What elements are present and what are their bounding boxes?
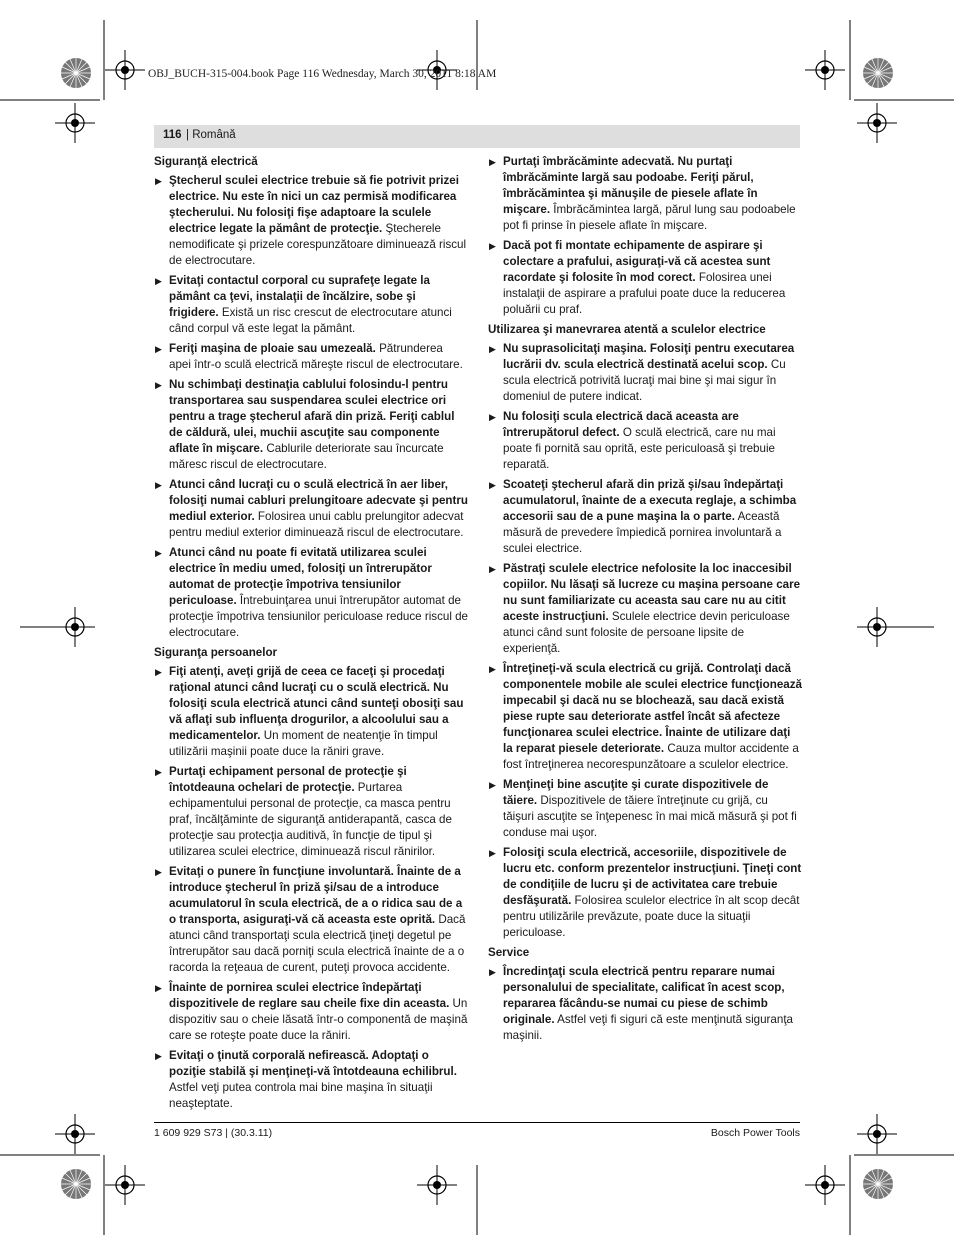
safety-item — [488, 845, 802, 941]
safety-item — [154, 273, 468, 337]
safety-item-instruction: Atunci când nu poate fi evitată utilizarea sculei electrice în mediu umed, folosiţi un întrerupător automat de protecţie împotriva tensiunilor periculoase. — [169, 546, 432, 607]
print-slug: OBJ_BUCH-315-004.book Page 116 Wednesday, March 30, 2011 8:18 AM — [148, 68, 497, 80]
safety-item-explanation: Purtarea echipamentului personal de protecţie, ca masca pentru praf, încălţăminte de siguranţă antiderapantă, casca de protecţie sau protecţia auditivă, în funcţie de tipul şi utilizarea sculei electrice, diminuează riscul rănirilor. — [169, 781, 452, 858]
safety-item-instruction: Dacă pot fi montate echipamente de aspirare şi colectare a prafului, asiguraţi-vă că acestea sunt racordate şi folosite în mod corect. — [503, 239, 771, 284]
safety-item-instruction: Nu schimbaţi destinaţia cablului folosindu-l pentru transportarea sau suspendarea sculei electrice ori pentru a trage ştecherul afară din priză. Feriţi cablul de căldură, ulei, muchii ascuţite sau componente aflate în mişcare. — [169, 378, 455, 455]
registration-mark-icon — [857, 1114, 897, 1154]
safety-item — [154, 545, 468, 641]
safety-item — [488, 238, 802, 318]
safety-item-instruction: Încredinţaţi scula electrică pentru reparare numai personalului de specialitate, calificat în acest scop, repararea făcându-se numai cu piese de schimb originale. — [503, 965, 785, 1026]
registration-mark-icon — [105, 1165, 145, 1205]
safety-item-instruction: Evitaţi o ţinută corporală nefirească. Adoptaţi o poziţie stabilă şi menţineţi-vă întotdeauna echilibrul. — [169, 1049, 457, 1078]
page-language — [186, 129, 236, 141]
safety-item — [488, 561, 802, 657]
safety-item-instruction: Purtaţi echipament personal de protecţie şi întotdeauna ochelari de protecţie. — [169, 765, 407, 794]
safety-item — [488, 154, 802, 234]
safety-item — [154, 764, 468, 860]
safety-item-instruction: Fiţi atenţi, aveţi grijă de ceea ce faceţi şi procedaţi raţional atunci când lucraţi cu o sculă electrică. Nu folosiţi scula electrică atunci când sunteţi obosiţi sau vă aflaţi sub influenţa drogurilor, a alcoolului sau a medicamentelor. — [169, 665, 464, 742]
section-heading: Service — [488, 946, 530, 959]
safety-item — [154, 1048, 468, 1112]
registration-mark-icon — [805, 50, 845, 90]
safety-item-explanation: Ştecherele nemodificate şi prizele corespunzătoare diminuează riscul de electrocutare. — [169, 222, 467, 267]
safety-item-instruction: Scoateţi ştecherul afară din priză şi/sau îndepărtaţi acumulatorul, înainte de a executa reglaje, a schimba accesorii sau de a pune maşina la o parte. — [503, 478, 797, 523]
safety-item — [488, 661, 802, 773]
safety-item-instruction: Folosiţi scula electrică, accesoriile, dispozitivele de lucru etc. conform prezentelor instrucţiuni. Ţineţi cont de condiţiile de lucru şi de activitatea care trebuie desfăşurată. — [503, 846, 802, 907]
safety-item — [154, 173, 468, 269]
section-heading: Siguranţă electrică — [154, 155, 258, 168]
safety-item-explanation: Îmbrăcămintea largă, părul lung sau podoabele pot fi prinse în piesele aflate în mişcare. — [503, 203, 796, 232]
safety-item-instruction: Întreţineţi-vă scula electrică cu grijă. Controlaţi dacă componentele mobile ale sculei electrice funcţionează impecabil şi dacă nu se blochează, sau dacă există piese rupte sau deteriorate astfel încât să afecteze funcţionarea sculei electrice. Înainte de utilizare daţi la reparat piesele deteriorate. — [503, 662, 802, 755]
safety-item-explanation: Dacă atunci când transportaţi scula electrică ţineţi degetul pe întrerupător sau dacă porniţi scula electrică înainte de a o racorda la reţeaua de curent, puteţi provoca accidente. — [169, 913, 466, 974]
left-column — [154, 154, 468, 1116]
safety-item-explanation: Cablurile deteriorate sau încurcate măresc riscul de electrocutare. — [169, 442, 444, 471]
footer-rule — [154, 1122, 800, 1123]
color-rosette-icon — [60, 57, 92, 89]
safety-item-instruction: Atunci când lucraţi cu o sculă electrică în aer liber, folosiţi numai cabluri prelungitoare adecvate şi pentru mediul exterior. — [169, 478, 468, 523]
registration-mark-icon — [55, 103, 95, 143]
safety-item-explanation: Cauza multor accidente a fost întreţinerea necorespunzătoare a sculelor electrice. — [503, 742, 799, 771]
safety-item — [488, 964, 802, 1044]
safety-item-explanation: Folosirea sculelor electrice în alt scop decât pentru utilizările prevăzute, poate duce la situaţii periculoase. — [503, 894, 800, 939]
color-rosette-icon — [862, 1168, 894, 1200]
safety-item-explanation: O sculă electrică, care nu mai poate fi pornită sau oprită, este periculoasă şi trebuie reparată. — [503, 426, 776, 471]
footer-doc-id: 1 609 929 S73 | (30.3.11) — [154, 1127, 273, 1139]
safety-item-explanation: Cu scula electrică potrivită lucraţi mai bine şi mai sigur în domeniul de putere indicat. — [503, 358, 786, 403]
safety-item-instruction: Nu folosiţi scula electrică dacă aceasta are întrerupătorul defect. — [503, 410, 739, 439]
safety-item-instruction: Menţineţi bine ascuţite şi curate dispozitivele de tăiere. — [503, 778, 769, 807]
registration-mark-icon — [105, 50, 145, 90]
safety-item — [488, 409, 802, 473]
safety-item-instruction: Păstraţi sculele electrice nefolosite la loc inaccesibil copiilor. Nu lăsaţi să lucreze cu maşina persoane care nu sunt familiarizate cu aceasta sau care nu au citit aceste instrucţiuni. — [503, 562, 801, 623]
section-heading: Utilizarea şi manevrarea atentă a sculelor electrice — [488, 323, 766, 336]
registration-mark-icon — [805, 1165, 845, 1205]
color-rosette-icon — [60, 1168, 92, 1200]
registration-mark-icon — [857, 607, 897, 647]
safety-item-explanation: Sculele electrice devin periculoase atunci când sunt folosite de persoane lipsite de experienţă. — [503, 610, 790, 655]
safety-item-explanation: Întrebuinţarea unui întrerupător automat de protecţie împotriva tensiunilor periculoase reduce riscul de electrocutare. — [169, 594, 469, 639]
safety-item-instruction: Ştecherul sculei electrice trebuie să fie potrivit prizei electrice. Nu este în nici un caz permisă modificarea ştecherului. Nu folosiţi fişe adaptoare la sculele electrice legate la pământ de protecţie. — [169, 174, 459, 235]
safety-item — [154, 664, 468, 760]
right-column — [488, 154, 802, 1048]
footer-brand: Bosch Power Tools — [710, 1127, 800, 1139]
safety-item-instruction: Purtaţi îmbrăcăminte adecvată. Nu purtaţi îmbrăcăminte largă sau podoabe. Feriţi părul, îmbrăcămintea şi mănuşile de piesele aflate în mişcare. — [503, 155, 758, 216]
safety-item-explanation: Pătrunderea apei într-o sculă electrică măreşte riscul de electrocutare. — [169, 342, 463, 371]
safety-item — [154, 377, 468, 473]
page-number: 116 — [163, 129, 182, 141]
safety-item — [488, 477, 802, 557]
header-separator: | — [186, 129, 193, 141]
safety-item — [488, 341, 802, 405]
safety-item-instruction: Evitaţi contactul corporal cu suprafeţe legate la pământ ca ţevi, instalaţii de încălzire, sobe şi frigidere. — [169, 274, 430, 319]
safety-item — [488, 777, 802, 841]
safety-item-explanation: Un dispozitiv sau o cheie lăsată într-o componentă de maşină care se roteşte poate duce la răniri. — [169, 997, 468, 1042]
safety-item-explanation: Astfel veţi putea controla mai bine maşina în situaţii neaşteptate. — [169, 1081, 433, 1110]
safety-item-instruction: Feriţi maşina de ploaie sau umezeală. — [169, 342, 376, 355]
registration-mark-icon — [55, 1114, 95, 1154]
safety-item — [154, 477, 468, 541]
registration-mark-icon — [55, 607, 95, 647]
safety-item-explanation: Folosirea unei instalaţii de aspirare a prafului poate duce la reducerea poluării cu praf. — [503, 271, 786, 316]
safety-item-explanation: Dispozitivele de tăiere întreţinute cu grijă, cu tăişuri ascuţite se înţepenesc în mai mică măsură şi pot fi conduse mai uşor. — [503, 794, 797, 839]
safety-item-explanation: Folosirea unui cablu prelungitor adecvat pentru mediul exterior diminuează riscul de electrocutare. — [169, 510, 464, 539]
registration-mark-icon — [857, 103, 897, 143]
language-label: Română — [192, 129, 236, 141]
safety-item-explanation: Un moment de neatenţie în timpul utilizării maşinii poate duce la răniri grave. — [169, 729, 438, 758]
page-header — [154, 125, 800, 148]
registration-mark-icon — [417, 1165, 457, 1205]
safety-item — [154, 341, 468, 373]
safety-item-explanation: Această măsură de prevedere împiedică pornirea involuntară a sculei electrice. — [503, 510, 782, 555]
safety-item-explanation: Astfel veţi fi siguri că este menţinută siguranţa maşinii. — [503, 1013, 793, 1042]
safety-item — [154, 980, 468, 1044]
color-rosette-icon — [862, 57, 894, 89]
safety-item-instruction: Evitaţi o punere în funcţiune involuntară. Înainte de a introduce ştecherul în priză şi/sau de a introduce acumulatorul în scula electrică, de a o ridica sau de a o transporta, asiguraţi-vă că aceasta este oprită. — [169, 865, 463, 926]
section-heading: Siguranţa persoanelor — [154, 646, 278, 659]
safety-item-instruction: Înainte de pornirea sculei electrice îndepărtaţi dispozitivele de reglare sau cheile fixe din aceasta. — [169, 981, 450, 1010]
safety-item-explanation: Există un risc crescut de electrocutare atunci când corpul vă este legat la pământ. — [169, 306, 452, 335]
safety-item — [154, 864, 468, 976]
safety-item-instruction: Nu suprasolicitaţi maşina. Folosiţi pentru executarea lucrării dv. scula electrică destinată acelui scop. — [503, 342, 795, 371]
